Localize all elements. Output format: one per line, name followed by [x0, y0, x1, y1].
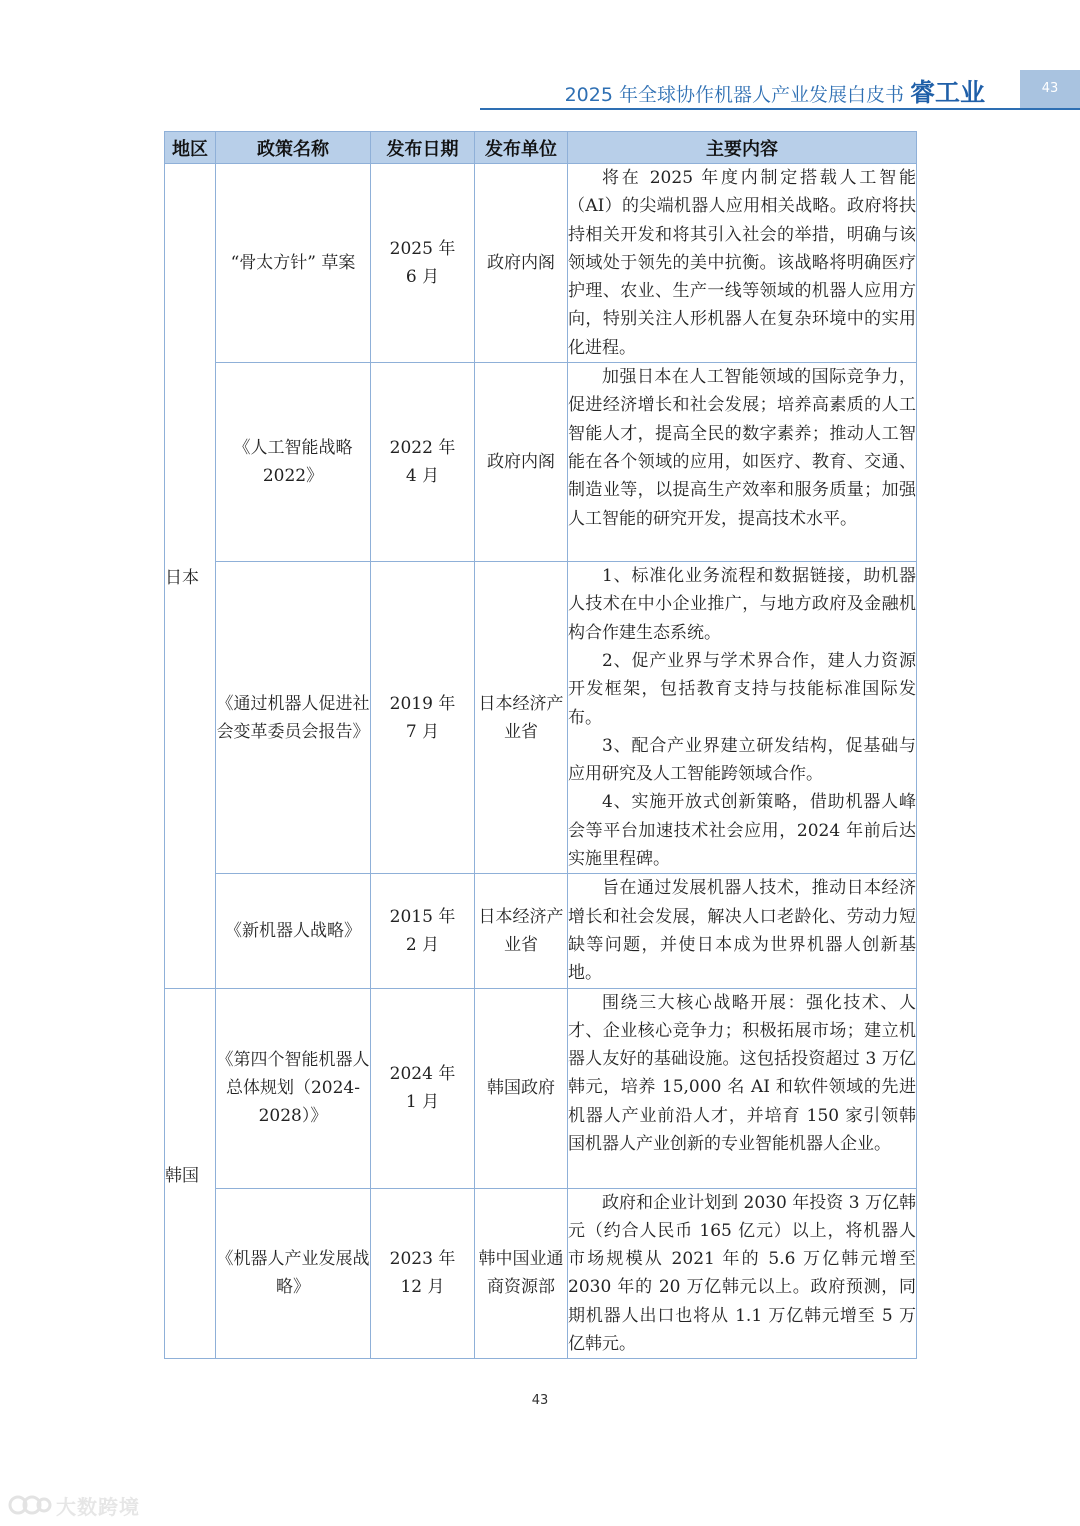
content-cell: [568, 988, 917, 1188]
release-date-cell: 2015 年 2 月: [371, 874, 475, 988]
content-paragraph: 4、实施开放式创新策略，借助机器人峰会等平台加速技术社会应用，2024 年前后达实施里程碑。: [568, 792, 916, 870]
content-cell: [568, 562, 917, 874]
policy-name-cell: 《第四个智能机器人总体规划（2024-2028）》: [216, 988, 371, 1188]
table-row: [165, 988, 917, 1188]
col-header-policy: 政策名称: [216, 132, 371, 164]
issuer-cell: 政府内阁: [475, 363, 568, 562]
content-cell: [568, 363, 917, 562]
issuer-cell: 韩国政府: [475, 988, 568, 1188]
col-header-region: 地区: [165, 132, 216, 164]
content-cell: [568, 874, 917, 988]
table-row: [165, 164, 917, 363]
table-header-row: [165, 132, 917, 164]
policy-name-cell: 《机器人产业发展战略》: [216, 1188, 371, 1359]
watermark: [8, 1488, 140, 1522]
region-cell: 日本: [165, 164, 216, 989]
issuer-cell: 日本经济产业省: [475, 874, 568, 988]
policy-name-cell: 《通过机器人促进社会变革委员会报告》: [216, 562, 371, 874]
header-divider: [480, 108, 1080, 110]
content-paragraph: 1、标准化业务流程和数据链接，助机器人技术在中小企业推广，与地方政府及金融机构合作建生态系统。: [568, 566, 916, 643]
policy-name-cell: 《人工智能战略 2022》: [216, 363, 371, 562]
brand-logo: 睿工业: [909, 78, 985, 107]
col-header-issuer: 发布单位: [475, 132, 568, 164]
col-header-content: 主要内容: [568, 132, 917, 164]
release-date-cell: 2019 年 7 月: [371, 562, 475, 874]
issuer-cell: 韩中国业通商资源部: [475, 1188, 568, 1359]
policy-name-cell: “骨太方针” 草案: [216, 164, 371, 363]
issuer-cell: 政府内阁: [475, 164, 568, 363]
issuer-cell: 日本经济产业省: [475, 562, 568, 874]
policy-table: [164, 131, 917, 1359]
table-row: [165, 874, 917, 988]
content-paragraph: 围绕三大核心战略开展：强化技术、人才、企业核心竞争力；积极拓展市场；建立机器人友好的基础设施。这包括投资超过 3 万亿韩元，培养 15,000 名 AI 和软件领域的先进机器人产业前沿人才，并培育 150 家引领韩国机器人产业创新的专业智能机器人企业。: [568, 992, 916, 1155]
table-row: [165, 562, 917, 874]
watermark-logo-icon: [8, 1492, 52, 1518]
content-paragraph: 政府和企业计划到 2030 年投资 3 万亿韩元（约合人民币 165 亿元）以上，将机器人市场规模从 2021 年的 5.6 万亿韩元增至 2030 年的 20 万亿韩元以上。政府预测，同期机器人出口也将从 1.1 万亿韩元增至 5 万亿韩元。: [568, 1192, 916, 1355]
footer-page-number: 43: [531, 1393, 549, 1408]
header-page-number: 43: [1020, 70, 1080, 108]
content-paragraph: 3、配合产业界建立研发结构，促基础与应用研究及人工智能跨领域合作。: [568, 735, 916, 785]
header-title-bar: [480, 76, 985, 110]
content-cell: [568, 164, 917, 363]
release-date-cell: 2023 年 12 月: [371, 1188, 475, 1359]
document-title: 2025 年全球协作机器人产业发展白皮书: [564, 84, 904, 106]
content-paragraph: 旨在通过发展机器人技术，推动日本经济增长和社会发展，解决人口老龄化、劳动力短缺等问题，并使日本成为世界机器人创新基地。: [568, 878, 916, 984]
release-date-cell: 2022 年 4 月: [371, 363, 475, 562]
watermark-text: 大数跨境: [56, 1494, 140, 1519]
table-row: [165, 1188, 917, 1359]
content-paragraph: 将在 2025 年度内制定搭载人工智能（AI）的尖端机器人应用相关战略。政府将扶持相关开发和将其引入社会的举措，明确与该领域处于领先的美中抗衡。该战略将明确医疗护理、农业、生产一线等领域的机器人应用方向，特别关注人形机器人在复杂环境中的实用化进程。: [568, 168, 916, 358]
table-row: [165, 363, 917, 562]
col-header-date: 发布日期: [371, 132, 475, 164]
release-date-cell: 2025 年 6 月: [371, 164, 475, 363]
content-paragraph: 加强日本在人工智能领域的国际竞争力，促进经济增长和社会发展；培养高素质的人工智能人才，提高全民的数字素养；推动人工智能在各个领域的应用，如医疗、教育、交通、制造业等，以提高生产效率和服务质量；加强人工智能的研究开发，提高技术水平。: [568, 367, 916, 529]
content-cell: [568, 1188, 917, 1359]
content-paragraph: 2、促产业界与学术界合作，建人力资源开发框架，包括教育支持与技能标准国际发布。: [568, 650, 916, 728]
release-date-cell: 2024 年 1 月: [371, 988, 475, 1188]
region-cell: 韩国: [165, 988, 216, 1359]
policy-name-cell: 《新机器人战略》: [216, 874, 371, 988]
